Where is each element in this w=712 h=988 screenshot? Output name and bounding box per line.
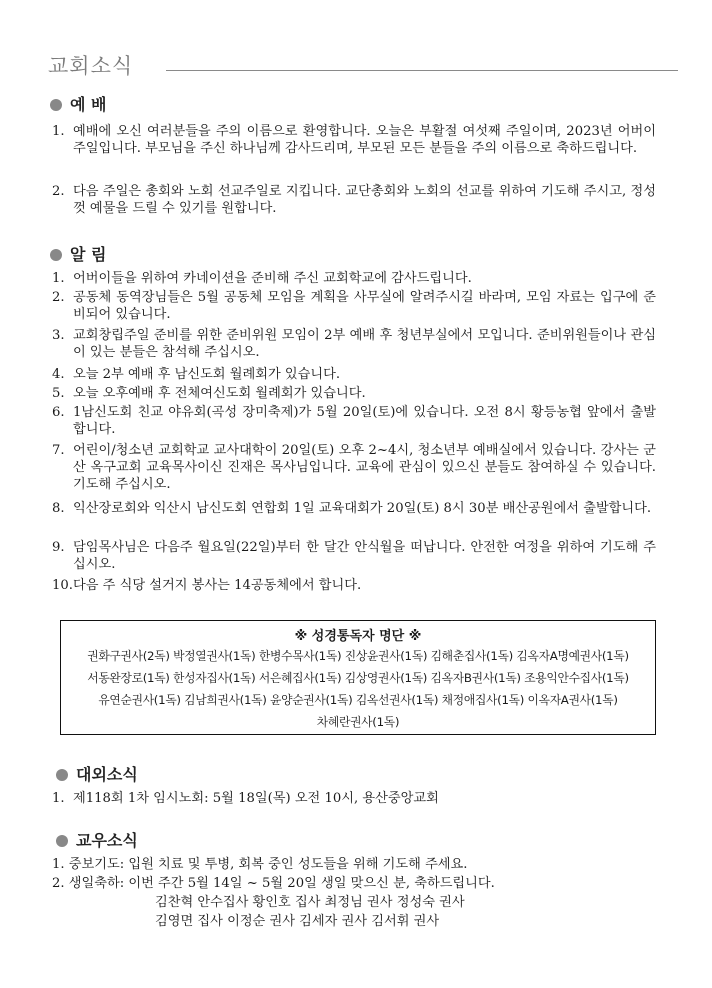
item-number: 4. [52, 367, 65, 382]
item-number: 8. [52, 501, 65, 516]
list-item [52, 539, 656, 573]
list-item [52, 289, 656, 323]
bullet-dot-icon [50, 249, 62, 261]
section-title: 알 림 [70, 245, 107, 264]
list-item [52, 385, 656, 402]
item-number: 7. [52, 443, 65, 458]
section-heading-external [56, 762, 138, 785]
item-number: 6. [52, 405, 65, 420]
item-text: 다음 주 식당 설거지 봉사는 14공동체에서 합니다. [73, 578, 362, 593]
list-item [52, 442, 656, 493]
item-number: 10. [52, 578, 73, 593]
item-text: 익산장로회와 익산시 남신도회 연합회 1일 교육대회가 20일(토) 8시 30분 배산공원에서 출발합니다. [73, 501, 652, 516]
box-line: 차혜란권사(1독) [316, 715, 400, 729]
item-text: 제118회 1차 임시노회: 5월 18일(목) 오전 10시, 용산중앙교회 [73, 791, 439, 806]
section-heading-worship [50, 92, 106, 115]
item-number: 5. [52, 386, 65, 401]
list-item [52, 500, 656, 517]
item-text: 오늘 2부 예배 후 남신도회 월례회가 있습니다. [73, 367, 341, 382]
item-text: 어버이들을 위하여 카네이션을 준비해 주신 교회학교에 감사드립니다. [73, 271, 472, 286]
section-title: 교우소식 [76, 831, 138, 850]
item-text: 오늘 오후예배 후 전체여신도회 월례회가 있습니다. [73, 386, 366, 401]
list-item [52, 404, 656, 438]
item-text: 1남신도회 친교 야유회(곡성 장미축제)가 5월 20일(토)에 있습니다. 오전 8시 황등농협 앞에서 출발합니다. [73, 405, 656, 437]
item-text: 공동체 동역장님들은 5월 공동체 모임을 계획을 사무실에 알려주시길 바라며, 모임 자료는 입구에 준비되어 있습니다. [73, 290, 656, 322]
list-item [52, 183, 656, 217]
members-birthday-line: 2. 생일축하: 이번 주간 5월 14일 ~ 5월 20일 생일 맞으신 분, 축하드립니다. [52, 876, 495, 891]
item-number: 2. [52, 290, 65, 305]
item-number: 2. [52, 184, 65, 199]
list-item [52, 790, 656, 807]
item-number: 1. [52, 124, 65, 139]
section-heading-members [56, 828, 138, 851]
item-number: 9. [52, 540, 65, 555]
item-text: 어린이/청소년 교회학교 교사대학이 20일(토) 오후 2~4시, 청소년부 예배실에서 있습니다. 강사는 군산 옥구교회 교육목사이신 진재은 목사님입니다. 교육에 관심이 있으신 분들도 참여하실 수 있습니다. 기도해 주십시오. [73, 443, 656, 492]
section-title: 예 배 [70, 95, 107, 114]
item-text: 교회창립주일 준비를 위한 준비위원 모임이 2부 예배 후 청년부실에서 모입니다. 준비위원들이나 관심이 있는 분들은 참석해 주십시오. [73, 328, 656, 360]
bullet-dot-icon [50, 99, 62, 111]
box-title: ※ 성경통독자 명단 ※ [294, 629, 422, 644]
item-text: 담임목사님은 다음주 월요일(22일)부터 한 달간 안식월을 떠납니다. 안전한 여정을 위하여 기도해 주십시오. [73, 540, 656, 572]
bible-reading-box [60, 620, 656, 735]
list-item [52, 327, 656, 361]
box-line: 유연순권사(1독) 김남희권사(1독) 윤양순권사(1독) 김옥선권사(1독) 채정애집사(1독) 이옥자A권사(1독) [98, 693, 618, 707]
members-prayer-line: 1. 중보기도: 입원 치료 및 투병, 회복 중인 성도들을 위해 기도해 주세요. [52, 857, 468, 872]
item-text: 다음 주일은 총회와 노회 선교주일로 지킵니다. 교단총회와 노회의 선교를 위하여 기도해 주시고, 정성껏 예물을 드릴 수 있기를 원합니다. [73, 184, 656, 216]
list-item [52, 123, 656, 157]
section-heading-notices [50, 242, 106, 265]
box-line: 권화구권사(2독) 박정열권사(1독) 한병수목사(1독) 진상윤권사(1독) 김해춘집사(1독) 김옥자A명예권사(1독) [87, 649, 629, 663]
page-header [48, 50, 678, 90]
list-item [52, 366, 656, 383]
header-divider [166, 70, 678, 71]
bullet-dot-icon [56, 835, 68, 847]
list-item [52, 577, 656, 594]
birthday-names-line: 김찬혁 안수집사 황인호 집사 최정님 권사 정성숙 권사 [155, 895, 465, 910]
list-item [52, 270, 656, 287]
item-text: 예배에 오신 여러분들을 주의 이름으로 환영합니다. 오늘은 부활절 여섯째 주일이며, 2023년 어버이주일입니다. 부모님을 주신 하나님께 감사드리며, 부모된 모든 분들을 주의 이름으로 축하드립니다. [73, 124, 656, 156]
box-line: 서동완장로(1독) 한성자집사(1독) 서은혜집사(1독) 김상영권사(1독) 김옥자B권사(1독) 조용익안수집사(1독) [87, 671, 629, 685]
bullet-dot-icon [56, 769, 68, 781]
item-number: 1. [52, 271, 65, 286]
item-number: 1. [52, 791, 65, 806]
section-title: 대외소식 [76, 765, 138, 784]
page-title: 교회소식 [48, 54, 134, 78]
item-number: 3. [52, 328, 65, 343]
birthday-names-line: 김영면 집사 이정순 권사 김세자 권사 김서휘 권사 [155, 914, 440, 929]
